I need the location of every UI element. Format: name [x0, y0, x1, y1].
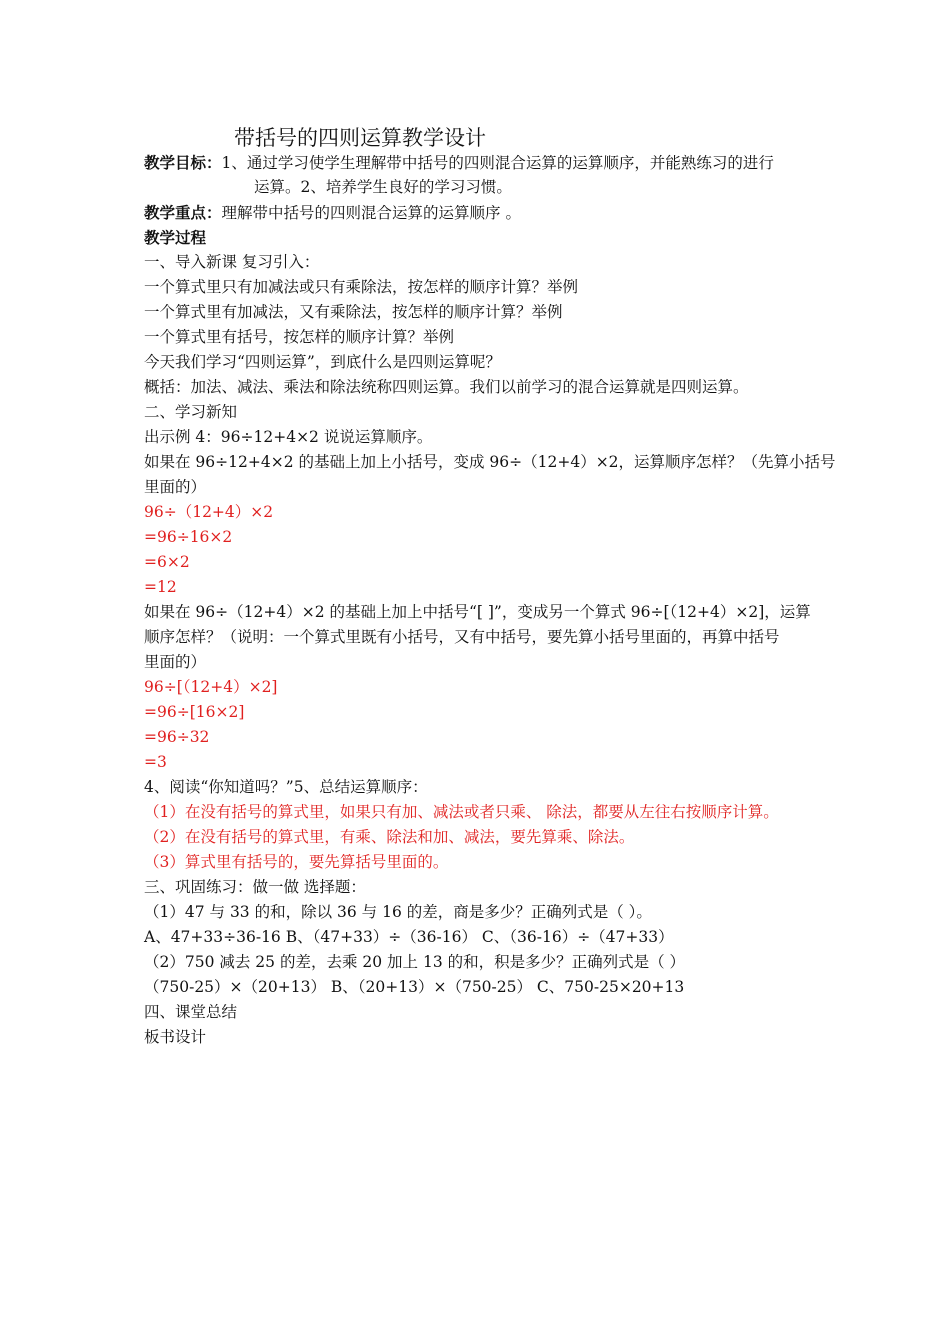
- section-intro-heading: 一、导入新课 复习引入：: [144, 253, 320, 271]
- rule-3: （3）算式里有括号的，要先算括号里面的。: [144, 853, 449, 871]
- process-heading: 教学过程: [144, 228, 207, 247]
- objective-label: 教学目标：: [144, 153, 222, 172]
- practice-question-2: （2）750 减去 25 的差，去乘 20 加上 13 的和，积是多少？正确列式是（ ）: [144, 953, 686, 971]
- key-point-text: 理解带中括号的四则混合运算的运算顺序 。: [221, 204, 521, 222]
- calc-step-2: =96÷16×2: [144, 528, 233, 546]
- section-practice-heading: 三、巩固练习：做一做 选择题：: [144, 878, 366, 896]
- example-4-line: 出示例 4：96÷12+4×2 说说运算顺序。: [144, 428, 433, 446]
- intro-statement: 今天我们学习“四则运算”，到底什么是四则运算呢？: [144, 353, 501, 371]
- board-design-heading: 板书设计: [144, 1028, 207, 1046]
- calc-step-3: =6×2: [144, 553, 190, 571]
- bracket-question-line-1: 如果在 96÷（12+4）×2 的基础上加上中括号“[ ]”，变成另一个算式 96÷[（12+4）×2]，运算: [144, 603, 811, 621]
- rule-2: （2）在没有括号的算式里，有乘、除法和加、减法，要先算乘、除法。: [144, 828, 635, 846]
- calc-step-1: 96÷（12+4）×2: [144, 503, 274, 521]
- section-summary-heading: 四、课堂总结: [144, 1003, 238, 1021]
- key-point-line: [144, 200, 824, 225]
- parentheses-question-line-2: 里面的）: [144, 478, 207, 496]
- rule-1: （1）在没有括号的算式里，如果只有加、减法或者只乘、 除法，都要从左往右按顺序计算。: [144, 803, 779, 821]
- document-body: [144, 150, 836, 1050]
- review-question-3: 一个算式里有括号，按怎样的顺序计算？举例: [144, 328, 455, 346]
- objective-text-1: 1、通过学习使学生理解带中括号的四则混合运算的运算顺序，并能熟练习的进行: [221, 154, 774, 172]
- bracket-calc-step-4: =3: [144, 753, 167, 771]
- practice-options-2: （750-25）×（20+13） B、（20+13）×（750-25） C、750-25×20+13: [144, 978, 685, 996]
- bracket-question-line-3: 里面的）: [144, 653, 207, 671]
- parentheses-question-line-1: 如果在 96÷12+4×2 的基础上加上小括号，变成 96÷（12+4）×2，运算顺序怎样？（先算小括号: [144, 453, 836, 471]
- review-question-2: 一个算式里有加减法，又有乘除法，按怎样的顺序计算？举例: [144, 303, 563, 321]
- summary-definition: 概括：加法、减法、乘法和除法统称四则运算。我们以前学习的混合运算就是四则运算。: [144, 378, 749, 396]
- key-point-label: 教学重点：: [144, 203, 222, 222]
- document-title: 带括号的四则运算教学设计: [234, 126, 486, 150]
- calc-step-4: =12: [144, 578, 177, 596]
- practice-question-1: （1）47 与 33 的和，除以 36 与 16 的差，商是多少？正确列式是（ ）。: [144, 903, 652, 921]
- bracket-calc-step-2: =96÷[16×2]: [144, 703, 245, 721]
- practice-options-1: A、47+33÷36-16 B、（47+33）÷（36-16） C、（36-16）÷（47+33）: [144, 928, 674, 946]
- bracket-calc-step-3: =96÷32: [144, 728, 210, 746]
- objective-line-2: 运算。2、培养学生良好的学习习惯。: [254, 178, 512, 196]
- reading-summary-line: 4、阅读“你知道吗？”5、总结运算顺序：: [144, 778, 428, 796]
- review-question-1: 一个算式里只有加减法或只有乘除法，按怎样的顺序计算？举例: [144, 278, 579, 296]
- bracket-calc-step-1: 96÷[（12+4）×2]: [144, 678, 278, 696]
- section-new-knowledge-heading: 二、学习新知: [144, 403, 238, 421]
- bracket-question-line-2: 顺序怎样？（说明：一个算式里既有小括号，又有中括号，要先算小括号里面的，再算中括号: [144, 628, 780, 646]
- objective-line-1: [144, 150, 824, 175]
